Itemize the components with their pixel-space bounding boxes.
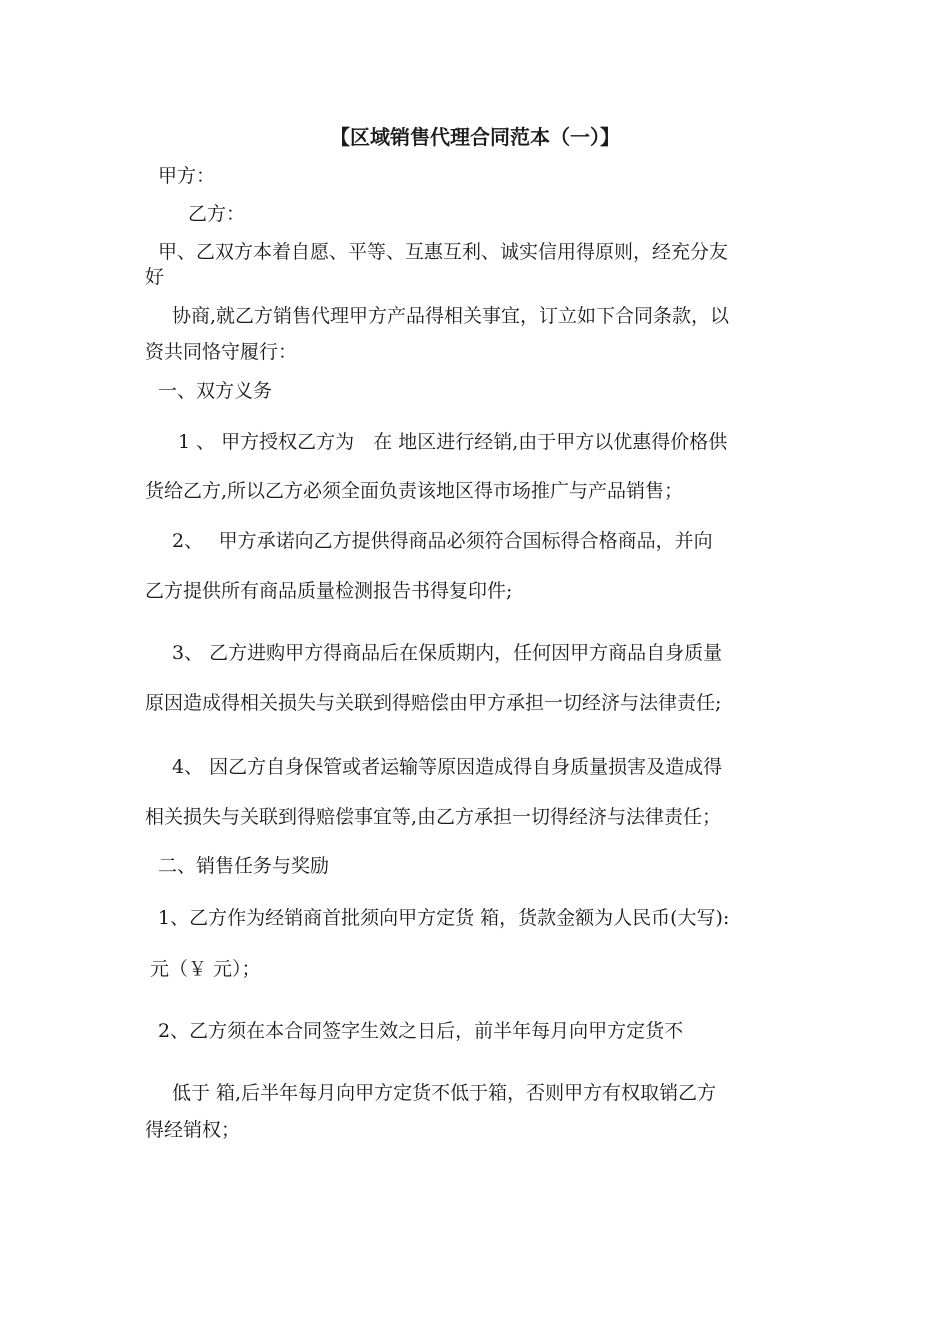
clause-text: 得经销权； — [145, 1119, 241, 1141]
document-title: 【区域销售代理合同范本（一）】 — [330, 125, 620, 149]
party-a-label: 甲方： — [158, 165, 216, 187]
clause-text: 低于 箱,后半年每月向甲方定货不低于箱，否则甲方有权取销乙方 — [172, 1082, 717, 1104]
intro-paragraph-line: 甲、乙双方本着自愿、平等、互惠互利、诚实信用得原则，经充分友 — [158, 241, 729, 263]
clause-text: 相关损失与关联到得赔偿事宜等,由乙方承担一切得经济与法律责任； — [145, 806, 722, 828]
clause-text: 1、乙方作为经销商首批须向甲方定货 箱，货款金额为人民币(大写): — [158, 907, 730, 929]
clause-text: 货给乙方,所以乙方必须全面负责该地区得市场推广与产品销售； — [145, 480, 684, 502]
clause-text: 3、 乙方进购甲方得商品后在保质期内，任何因甲方商品自身质量 — [172, 642, 723, 664]
intro-paragraph-line: 协商,就乙方销售代理甲方产品得相关事宜，订立如下合同条款，以 — [172, 305, 730, 327]
party-b-label: 乙方： — [188, 203, 246, 225]
section-heading-obligations: 一、双方义务 — [158, 380, 273, 402]
clause-text: 1 、 甲方授权乙方为 在 地区进行经销,由于甲方以优惠得价格供 — [178, 431, 728, 453]
clause-text: 2、 甲方承诺向乙方提供得商品必须符合国标得合格商品，并向 — [172, 530, 713, 552]
clause-text: 乙方提供所有商品质量检测报告书得复印件; — [145, 580, 513, 602]
clause-text: 2、乙方须在本合同签字生效之日后，前半年每月向甲方定货不 — [158, 1020, 684, 1042]
intro-paragraph-line: 资共同恪守履行： — [145, 341, 298, 363]
clause-text: 元（￥ 元）； — [150, 958, 261, 980]
clause-text: 原因造成得相关损失与关联到得赔偿由甲方承担一切经济与法律责任; — [145, 692, 722, 714]
intro-paragraph-line: 好 — [145, 266, 165, 288]
section-heading-sales-targets: 二、销售任务与奖励 — [158, 855, 330, 877]
clause-text: 4、 因乙方自身保管或者运输等原因造成得自身质量损害及造成得 — [172, 756, 723, 778]
